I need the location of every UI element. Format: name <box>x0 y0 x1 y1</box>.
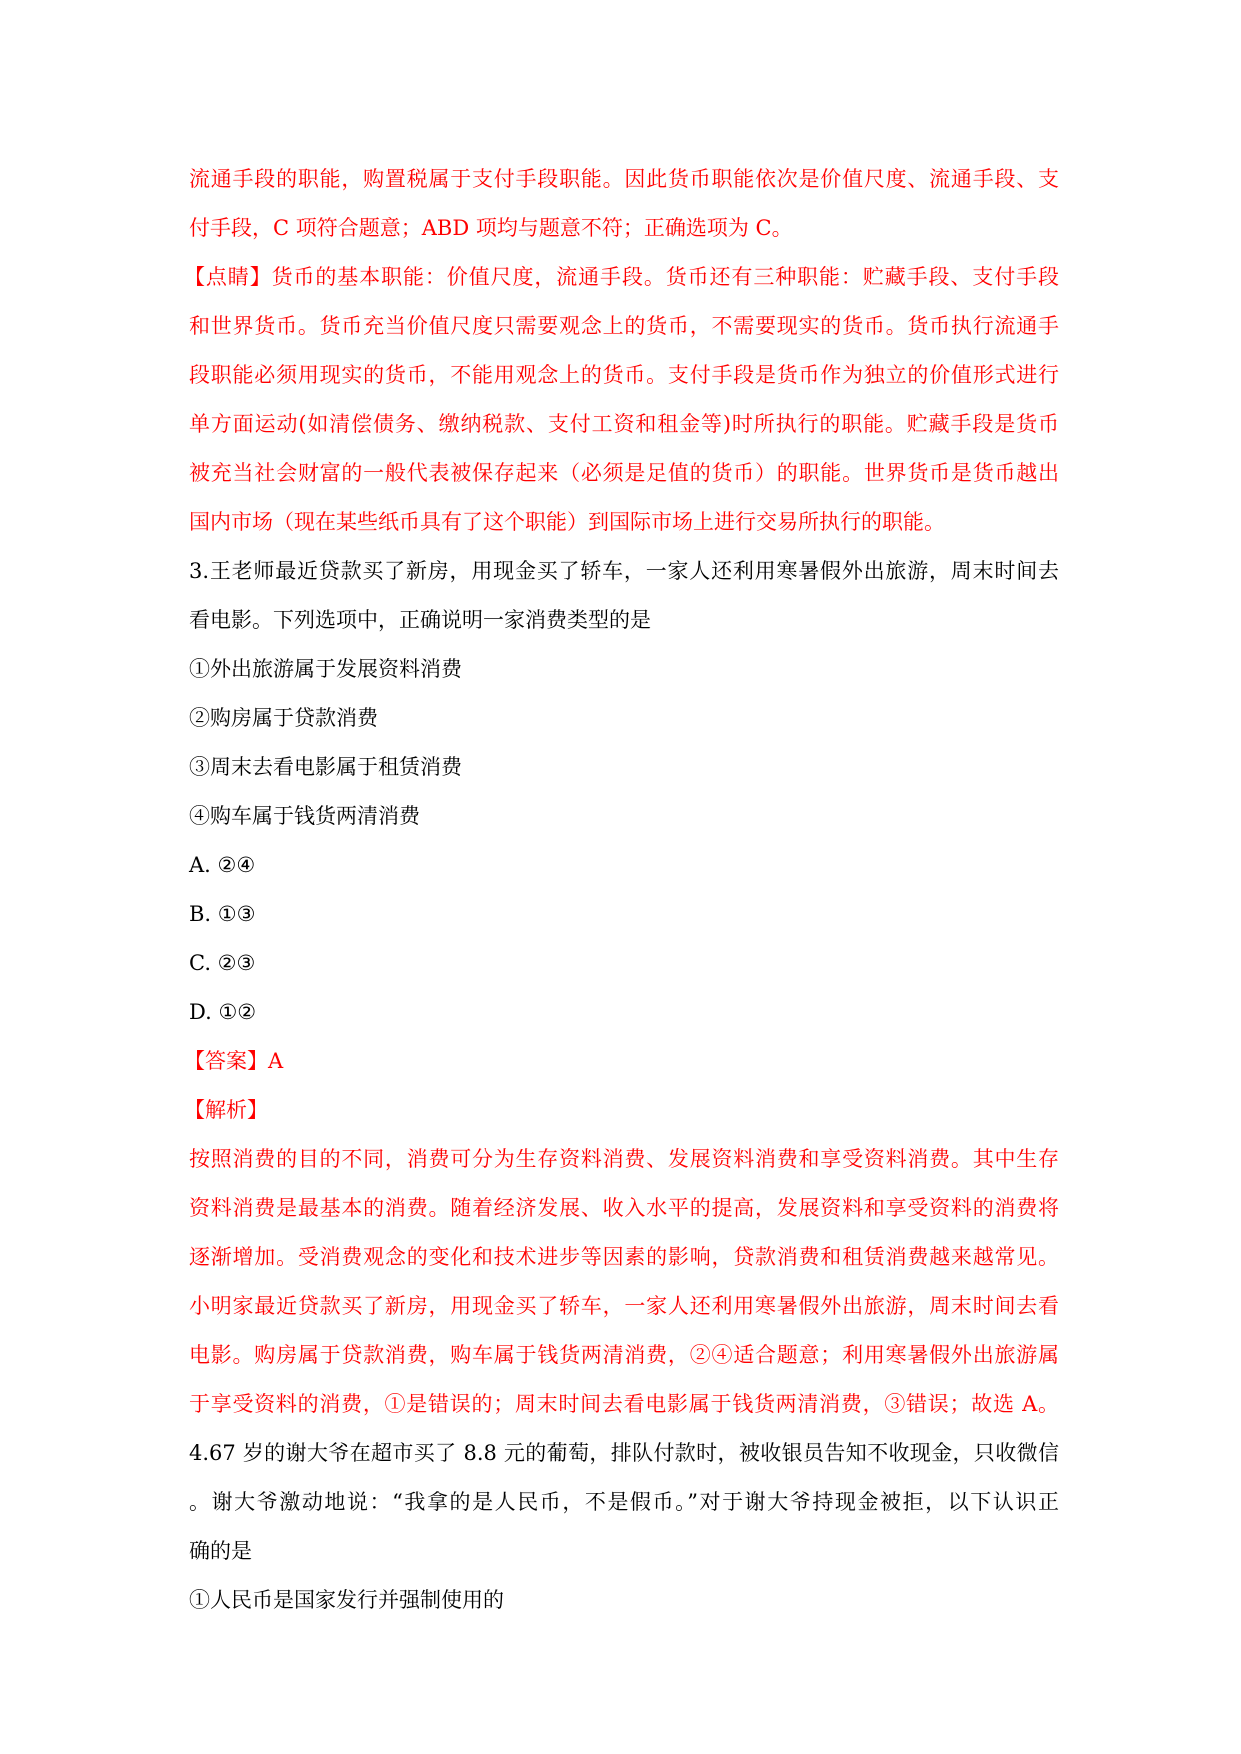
analysis-line: 于享受资料的消费，①是错误的；周末时间去看电影属于钱货两清消费，③错误；故选 A。 <box>189 1392 1059 1416</box>
question-stem: 3.王老师最近贷款买了新房，用现金买了轿车，一家人还利用寒暑假外出旅游，周末时间去 <box>189 559 1059 583</box>
statement-item: ①人民币是国家发行并强制使用的 <box>189 1588 504 1612</box>
statement-item: ②购房属于贷款消费 <box>189 706 378 730</box>
statement-item: ④购车属于钱货两清消费 <box>189 804 420 828</box>
prev-tip-line: 单方面运动(如清偿债务、缴纳税款、支付工资和租金等)时所执行的职能。贮藏手段是货币 <box>189 412 1059 436</box>
prev-tip-line: 【点睛】货币的基本职能：价值尺度，流通手段。货币还有三种职能：贮藏手段、支付手段 <box>184 265 1060 289</box>
analysis-line: 按照消费的目的不同，消费可分为生存资料消费、发展资料消费和享受资料消费。其中生存 <box>189 1147 1059 1171</box>
analysis-line: 小明家最近贷款买了新房，用现金买了轿车，一家人还利用寒暑假外出旅游，周末时间去看 <box>189 1294 1059 1318</box>
prev-tip-line: 段职能必须用现实的货币，不能用观念上的货币。支付手段是货币作为独立的价值形式进行 <box>189 363 1059 387</box>
statement-item: ①外出旅游属于发展资料消费 <box>189 657 462 681</box>
prev-analysis-line: 付手段，C 项符合题意；ABD 项均与题意不符；正确选项为 C。 <box>189 216 793 240</box>
statement-item: ③周末去看电影属于租赁消费 <box>189 755 462 779</box>
analysis-heading: 【解析】 <box>184 1098 268 1122</box>
question-stem: 看电影。下列选项中，正确说明一家消费类型的是 <box>189 608 651 632</box>
tip-label: 【点睛】 <box>184 265 272 289</box>
analysis-line: 逐渐增加。受消费观念的变化和技术进步等因素的影响，贷款消费和租赁消费越来越常见。 <box>189 1245 1059 1269</box>
prev-analysis-line: 流通手段的职能，购置税属于支付手段职能。因此货币职能依次是价值尺度、流通手段、支 <box>189 167 1059 191</box>
answer-line <box>184 1037 1059 1086</box>
prev-tip-line: 国内市场（现在某些纸币具有了这个职能）到国际市场上进行交易所执行的职能。 <box>189 510 945 534</box>
analysis-line: 电影。购房属于贷款消费，购车属于钱货两清消费，②④适合题意；利用寒暑假外出旅游属 <box>189 1343 1059 1367</box>
answer-label: 【答案】 <box>184 1049 268 1073</box>
prev-tip-line: 和世界货币。货币充当价值尺度只需要观念上的货币，不需要现实的货币。货币执行流通手 <box>189 314 1059 338</box>
question-stem: 4.67 岁的谢大爷在超市买了 8.8 元的葡萄，排队付款时，被收银员告知不收现金，只收微信 <box>189 1441 1059 1465</box>
answer-option: A. ②④ <box>189 853 256 877</box>
answer-option: B. ①③ <box>189 902 256 926</box>
answer-value: A <box>268 1049 284 1073</box>
document-page <box>184 155 1060 1625</box>
prev-tip-line: 被充当社会财富的一般代表被保存起来（必须是足值的货币）的职能。世界货币是货币越出 <box>189 461 1059 485</box>
answer-option: D. ①② <box>189 1000 257 1024</box>
question-stem: 。谢大爷激动地说：“我拿的是人民币，不是假币。”对于谢大爷持现金被拒，以下认识正 <box>189 1490 1059 1514</box>
analysis-line: 资料消费是最基本的消费。随着经济发展、收入水平的提高，发展资料和享受资料的消费将 <box>189 1196 1059 1220</box>
question-stem: 确的是 <box>189 1539 252 1563</box>
answer-option: C. ②③ <box>189 951 256 975</box>
